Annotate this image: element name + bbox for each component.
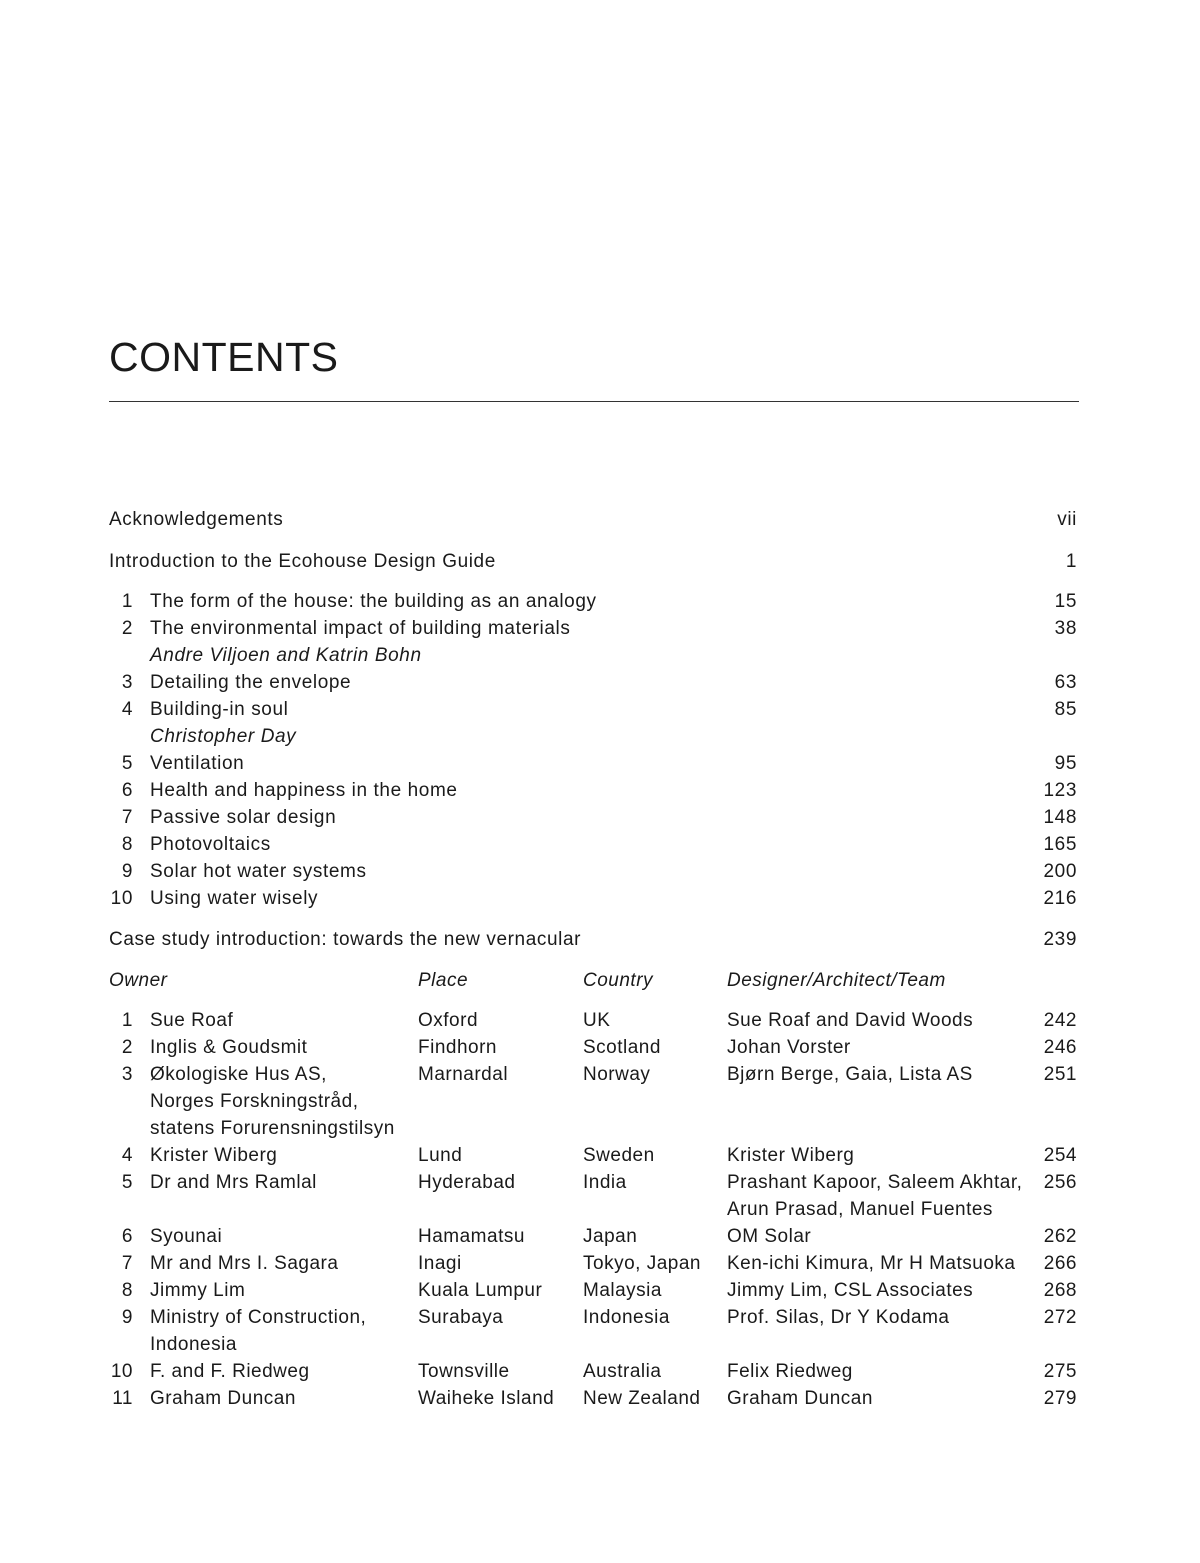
chapter-number: 5 xyxy=(121,753,133,774)
chapter-number: 10 xyxy=(110,888,133,909)
case-country: Sweden xyxy=(583,1145,655,1166)
toc-entry-page: 239 xyxy=(1043,929,1077,950)
case-team: Prof. Silas, Dr Y Kodama xyxy=(727,1307,950,1328)
case-place: Surabaya xyxy=(418,1307,504,1328)
case-country: Japan xyxy=(583,1226,638,1247)
case-country: Malaysia xyxy=(583,1280,662,1301)
case-number: 6 xyxy=(121,1226,133,1247)
chapter-page: 95 xyxy=(1054,753,1077,774)
case-owner: Mr and Mrs I. Sagara xyxy=(150,1253,339,1274)
case-study-row xyxy=(109,1358,1077,1385)
case-page: 251 xyxy=(1043,1064,1077,1085)
chapter-page: 85 xyxy=(1054,699,1077,720)
chapter-page: 38 xyxy=(1054,618,1077,639)
chapter-entry xyxy=(109,750,1077,777)
case-study-continuation xyxy=(109,1196,1077,1223)
case-team: Sue Roaf and David Woods xyxy=(727,1010,974,1031)
toc-entry-title: Introduction to the Ecohouse Design Guide xyxy=(109,551,496,572)
toc-entry xyxy=(109,548,1077,575)
case-study-row xyxy=(109,1061,1077,1088)
toc-chapters xyxy=(109,588,1077,912)
chapter-number: 6 xyxy=(121,780,133,801)
chapter-entry xyxy=(109,885,1077,912)
case-number: 10 xyxy=(110,1361,133,1382)
chapter-number: 9 xyxy=(121,861,133,882)
case-team: Felix Riedweg xyxy=(727,1361,853,1382)
chapter-title: Passive solar design xyxy=(150,807,337,828)
chapter-page: 200 xyxy=(1043,861,1077,882)
case-number: 7 xyxy=(121,1253,133,1274)
chapter-title: The form of the house: the building as an analogy xyxy=(150,591,597,612)
case-place: Marnardal xyxy=(418,1064,509,1085)
toc-entry-title: Acknowledgements xyxy=(109,509,284,530)
case-country: India xyxy=(583,1172,627,1193)
chapter-title: Ventilation xyxy=(150,753,245,774)
chapter-title: Detailing the envelope xyxy=(150,672,352,693)
case-place: Waiheke Island xyxy=(418,1388,555,1409)
chapter-title: Photovoltaics xyxy=(150,834,271,855)
case-team: OM Solar xyxy=(727,1226,812,1247)
case-team: Graham Duncan xyxy=(727,1388,873,1409)
title-rule xyxy=(109,401,1079,402)
case-place: Kuala Lumpur xyxy=(418,1280,543,1301)
case-number: 11 xyxy=(112,1388,133,1409)
chapter-entry xyxy=(109,615,1077,642)
case-owner: Graham Duncan xyxy=(150,1388,296,1409)
case-page: 275 xyxy=(1043,1361,1077,1382)
case-number: 8 xyxy=(121,1280,133,1301)
header-country: Country xyxy=(583,970,654,991)
page-title: CONTENTS xyxy=(109,334,339,380)
chapter-number: 2 xyxy=(121,618,133,639)
case-study-continuation xyxy=(109,1115,1077,1142)
chapter-title: The environmental impact of building materials xyxy=(150,618,571,639)
case-team: Krister Wiberg xyxy=(727,1145,855,1166)
case-page: 246 xyxy=(1043,1037,1077,1058)
case-number: 2 xyxy=(121,1037,133,1058)
toc-entry xyxy=(109,506,1077,533)
case-number: 3 xyxy=(121,1064,133,1085)
case-number: 1 xyxy=(121,1010,133,1031)
chapter-page: 148 xyxy=(1043,807,1077,828)
case-owner: Syounai xyxy=(150,1226,223,1247)
case-country: UK xyxy=(583,1010,611,1031)
case-study-row xyxy=(109,1169,1077,1196)
case-page: 268 xyxy=(1043,1280,1077,1301)
case-place: Hamamatsu xyxy=(418,1226,525,1247)
chapter-number: 8 xyxy=(121,834,133,855)
toc-entry-page: 1 xyxy=(1065,551,1077,572)
case-study-row xyxy=(109,1385,1077,1412)
case-owner: Ministry of Construction, xyxy=(150,1307,367,1328)
chapter-title: Solar hot water systems xyxy=(150,861,367,882)
case-owner: Norges Forskningstråd, xyxy=(150,1091,359,1112)
case-study-row xyxy=(109,1277,1077,1304)
chapter-page: 216 xyxy=(1043,888,1077,909)
case-study-row xyxy=(109,1142,1077,1169)
chapter-title: Using water wisely xyxy=(150,888,319,909)
case-study-row xyxy=(109,1007,1077,1034)
case-page: 256 xyxy=(1043,1172,1077,1193)
case-team: Arun Prasad, Manuel Fuentes xyxy=(727,1199,993,1220)
case-page: 254 xyxy=(1043,1145,1077,1166)
case-place: Townsville xyxy=(418,1361,510,1382)
case-country: Scotland xyxy=(583,1037,661,1058)
case-country: Indonesia xyxy=(583,1307,670,1328)
case-place: Oxford xyxy=(418,1010,479,1031)
case-number: 4 xyxy=(121,1145,133,1166)
case-team: Jimmy Lim, CSL Associates xyxy=(727,1280,974,1301)
case-team: Prashant Kapoor, Saleem Akhtar, xyxy=(727,1172,1023,1193)
toc-case-intro xyxy=(109,926,1077,953)
toc-entry-page: vii xyxy=(1057,509,1077,530)
case-study-continuation xyxy=(109,1331,1077,1358)
chapter-author: Christopher Day xyxy=(150,726,297,747)
case-country: Norway xyxy=(583,1064,651,1085)
chapter-author-line xyxy=(109,642,1077,669)
case-team: Johan Vorster xyxy=(727,1037,851,1058)
case-owner: F. and F. Riedweg xyxy=(150,1361,310,1382)
chapter-entry xyxy=(109,669,1077,696)
case-owner: Dr and Mrs Ramlal xyxy=(150,1172,317,1193)
case-owner: Inglis & Goudsmit xyxy=(150,1037,308,1058)
toc-entry xyxy=(109,926,1077,953)
case-country: Tokyo, Japan xyxy=(583,1253,701,1274)
case-owner: Sue Roaf xyxy=(150,1010,234,1031)
header-team: Designer/Architect/Team xyxy=(727,970,946,991)
case-study-continuation xyxy=(109,1088,1077,1115)
case-number: 5 xyxy=(121,1172,133,1193)
chapter-page: 15 xyxy=(1054,591,1077,612)
case-study-header xyxy=(109,967,1077,994)
chapter-page: 123 xyxy=(1043,780,1077,801)
case-page: 242 xyxy=(1043,1010,1077,1031)
chapter-number: 4 xyxy=(121,699,133,720)
case-country: New Zealand xyxy=(583,1388,701,1409)
chapter-entry xyxy=(109,831,1077,858)
chapter-number: 7 xyxy=(121,807,133,828)
header-owner: Owner xyxy=(109,970,168,991)
toc-front xyxy=(109,506,1077,575)
case-study-row xyxy=(109,1304,1077,1331)
case-owner: Indonesia xyxy=(150,1334,237,1355)
case-owner: statens Forurensningstilsyn xyxy=(150,1118,395,1139)
chapter-author: Andre Viljoen and Katrin Bohn xyxy=(150,645,422,666)
case-place: Hyderabad xyxy=(418,1172,516,1193)
chapter-entry xyxy=(109,588,1077,615)
chapter-number: 3 xyxy=(121,672,133,693)
case-page: 262 xyxy=(1043,1226,1077,1247)
chapter-number: 1 xyxy=(121,591,133,612)
case-owner: Økologiske Hus AS, xyxy=(150,1064,327,1085)
case-study-row xyxy=(109,1034,1077,1061)
chapter-title: Health and happiness in the home xyxy=(150,780,458,801)
chapter-entry xyxy=(109,804,1077,831)
toc-entry-title: Case study introduction: towards the new vernacular xyxy=(109,929,582,950)
case-place: Findhorn xyxy=(418,1037,497,1058)
case-study-row xyxy=(109,1250,1077,1277)
case-owner: Jimmy Lim xyxy=(150,1280,246,1301)
case-study-table xyxy=(109,967,1077,1412)
chapter-title: Building-in soul xyxy=(150,699,289,720)
case-place: Lund xyxy=(418,1145,463,1166)
case-page: 266 xyxy=(1043,1253,1077,1274)
case-country: Australia xyxy=(583,1361,662,1382)
chapter-entry xyxy=(109,696,1077,723)
header-place: Place xyxy=(418,970,469,991)
chapter-page: 165 xyxy=(1043,834,1077,855)
case-place: Inagi xyxy=(418,1253,462,1274)
case-page: 279 xyxy=(1043,1388,1077,1409)
chapter-page: 63 xyxy=(1054,672,1077,693)
case-team: Ken-ichi Kimura, Mr H Matsuoka xyxy=(727,1253,1016,1274)
chapter-author-line xyxy=(109,723,1077,750)
case-study-row xyxy=(109,1223,1077,1250)
case-number: 9 xyxy=(121,1307,133,1328)
chapter-entry xyxy=(109,858,1077,885)
case-owner: Krister Wiberg xyxy=(150,1145,278,1166)
case-page: 272 xyxy=(1043,1307,1077,1328)
case-team: Bjørn Berge, Gaia, Lista AS xyxy=(727,1064,973,1085)
chapter-entry xyxy=(109,777,1077,804)
